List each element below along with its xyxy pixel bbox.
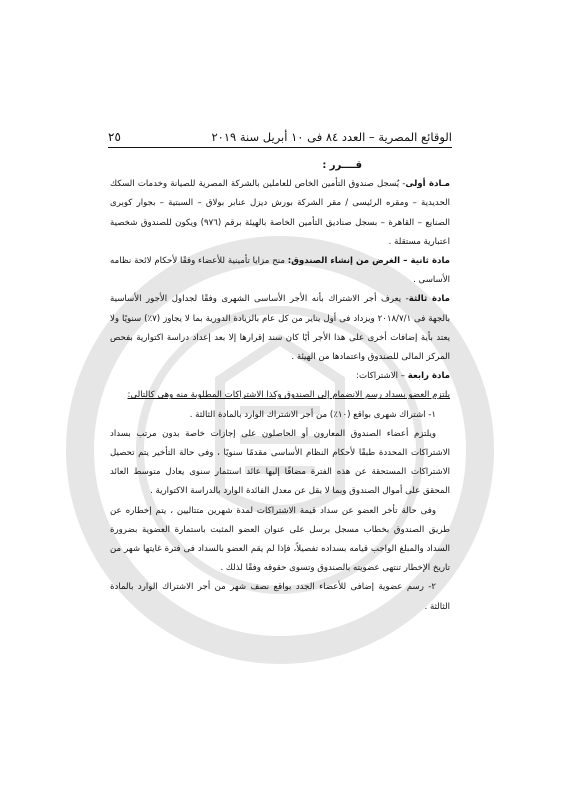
article-4-subtitle: – الاشتراكات:	[356, 371, 408, 382]
article-2	[110, 252, 450, 290]
article-4-paragraph-1: ويلتزم أعضاء الصندوق المعارون أو الحاصلون على إجازات خاصة بدون مرتب بسداد الاشتراكات المحددة طبقًا لأحكام النظام الأساسى مقدمًا سنويًا ، وفى حالة التأخير يتم تحصيل الاشتراكات المستحقة عن هذه الفترة مضافًا إليها عائد استثمار سنوى يعادل متوسط العائد المحقق على أموال الصندوق وبما لا يقل عن معدل الفائدة الوارد بالدراسة الاكتوارية .	[110, 428, 450, 497]
page-number: ٢٥	[108, 130, 121, 144]
article-1-label: مـادة أولى	[405, 179, 450, 190]
article-2-subtitle: – الغرض من إنشاء الصندوق:	[287, 256, 411, 267]
decision-heading: قــــرر :	[322, 160, 362, 171]
page-body	[110, 156, 450, 617]
header-divider	[108, 147, 452, 148]
article-4-heading	[110, 367, 450, 386]
header-title: الوقائع المصرية – العدد ٨٤ فى ١٠ أبريل سنة ٢٠١٩	[211, 130, 452, 144]
article-2-text: منح مزايا تأمينية للأعضاء وفقًا لأحكام لائحة نظامه الأساسى .	[110, 256, 450, 286]
article-1	[110, 175, 450, 252]
article-3-label: مادة ثالثة	[408, 294, 450, 305]
article-3-text: - يعرف أجر الاشتراك بأنه الأجر الأساسى الشهرى وفقًا لجداول الأجور الأساسية بالجهة فى ٢٠١٨/٧/١ ويزداد فى أول يناير من كل عام بالزيادة الدورية بما لا يجاوز (٧٪) سنويًا ولا يعتد بأية إضافات أخرى على هذا الأجر أيًا كان سند إقرارها إلا بعد إعداد دراسة اكتوارية بفحص المركز المالى للصندوق واعتمادها من الهيئة .	[110, 294, 450, 363]
page-header	[108, 120, 452, 144]
article-3	[110, 290, 450, 367]
article-1-text: - يُسجل صندوق التأمين الخاص للعاملين بالشركة المصرية للصيانة وخدمات السكك الحديدية – ومقره الرئيسى / مقر الشركة بورش ديزل عنابر بولاق – السبتية – بجوار كوبرى الصنايع – القاهرة – بسجل صناديق التأمين الخاصة بالهيئة برقم (٩٧٦) ويكون للصندوق شخصية اعتبارية مستقلة .	[110, 179, 450, 247]
article-4-intro: يلتزم العضو بسداد رسم الانضمام إلى الصندوق وكذا الاشتراكات المطلوبة منه وهى كالتالى:	[127, 390, 450, 401]
article-4-item-1: ١- اشتراك شهرى بواقع (١٠٪) من أجر الاشتراك الوارد بالمادة الثالثة .	[189, 409, 436, 420]
article-4-paragraph-2: وفى حالة تأخر العضو عن سداد قيمة الاشتراكات لمدة شهرين متتاليين ، يتم إخطاره عن طريق الصندوق بخطاب مسجل برسل على عنوان العضو المثبت باستمارة العضوية بضرورة السداد والمبلغ الواجب قيامه بسداده تفصيلاً، فإذا لم يقم العضو بالسداد فى فترة غايتها شهر من تاريخ الإخطار تنتهى عضويته بالصندوق وتسوى حقوقه وفقًا لذلك .	[110, 505, 450, 574]
article-2-label: مادة ثانية	[410, 256, 450, 267]
article-4-label: مادة رابعة	[407, 371, 450, 382]
article-4-item-2: ٢- رسم عضوية إضافى للأعضاء الجدد بواقع نصف شهر من أجر الاشتراك الوارد بالمادة الثالثة .	[110, 582, 450, 612]
